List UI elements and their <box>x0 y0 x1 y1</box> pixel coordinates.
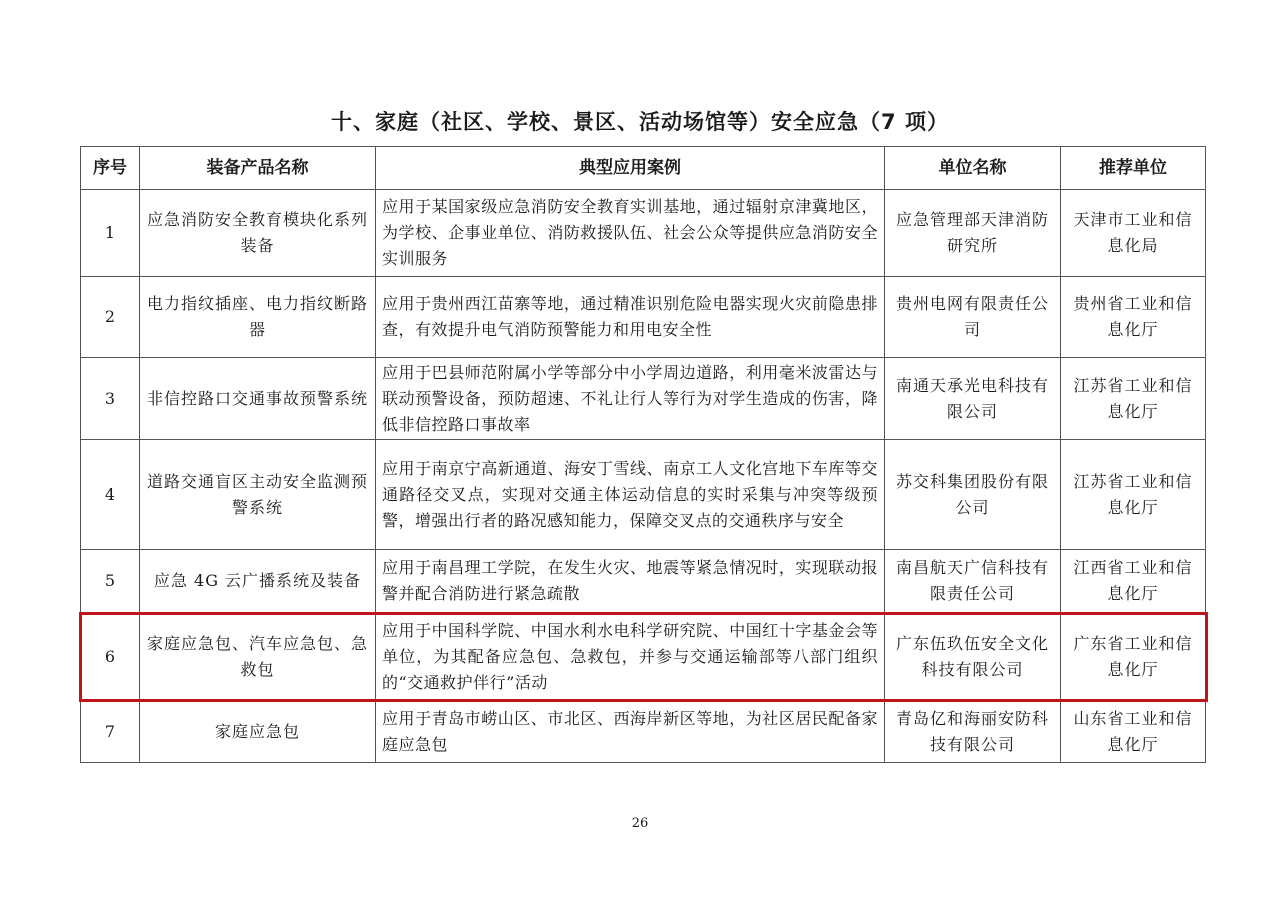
row-number: 6 <box>81 613 140 701</box>
unit-name: 南昌航天广信科技有限责任公司 <box>885 550 1061 613</box>
recommender: 山东省工业和信息化厅 <box>1061 701 1206 763</box>
product-name: 家庭应急包、汽车应急包、急救包 <box>140 613 376 701</box>
application-case: 应用于南京宁高新通道、海安丁雪线、南京工人文化宫地下车库等交通路径交叉点，实现对交通主体运动信息的实时采集与冲突等级预警，增强出行者的路况感知能力，保障交叉点的交通秩序与安全 <box>376 440 885 550</box>
table-row <box>81 550 1206 613</box>
row-number: 2 <box>81 277 140 358</box>
unit-name: 青岛亿和海丽安防科技有限公司 <box>885 701 1061 763</box>
recommender: 天津市工业和信息化局 <box>1061 190 1206 277</box>
application-case: 应用于中国科学院、中国水利水电科学研究院、中国红十字基金会等单位，为其配备应急包、急救包，并参与交通运输部等八部门组织的“交通救护伴行”活动 <box>376 613 885 701</box>
product-name: 电力指纹插座、电力指纹断路器 <box>140 277 376 358</box>
unit-name: 广东伍玖伍安全文化科技有限公司 <box>885 613 1061 701</box>
product-name: 非信控路口交通事故预警系统 <box>140 358 376 440</box>
product-name: 应急消防安全教育模块化系列装备 <box>140 190 376 277</box>
application-case: 应用于南昌理工学院，在发生火灾、地震等紧急情况时，实现联动报警并配合消防进行紧急疏散 <box>376 550 885 613</box>
row-number: 4 <box>81 440 140 550</box>
recommender: 江苏省工业和信息化厅 <box>1061 440 1206 550</box>
table-row <box>81 440 1206 550</box>
application-case: 应用于某国家级应急消防安全教育实训基地，通过辐射京津冀地区，为学校、企事业单位、消防救援队伍、社会公众等提供应急消防安全实训服务 <box>376 190 885 277</box>
row-number: 3 <box>81 358 140 440</box>
table-row <box>81 613 1206 701</box>
product-name: 家庭应急包 <box>140 701 376 763</box>
row-number: 1 <box>81 190 140 277</box>
header-product: 装备产品名称 <box>140 147 376 190</box>
unit-name: 贵州电网有限责任公司 <box>885 277 1061 358</box>
unit-name: 应急管理部天津消防研究所 <box>885 190 1061 277</box>
unit-name: 苏交科集团股份有限公司 <box>885 440 1061 550</box>
table-header-row <box>81 147 1206 190</box>
page-number: 26 <box>631 816 649 831</box>
application-case: 应用于贵州西江苗寨等地，通过精准识别危险电器实现火灾前隐患排查，有效提升电气消防预警能力和用电安全性 <box>376 277 885 358</box>
recommender: 江苏省工业和信息化厅 <box>1061 358 1206 440</box>
application-case: 应用于青岛市崂山区、市北区、西海岸新区等地，为社区居民配备家庭应急包 <box>376 701 885 763</box>
table-row <box>81 277 1206 358</box>
product-name: 应急 4G 云广播系统及装备 <box>140 550 376 613</box>
product-name: 道路交通盲区主动安全监测预警系统 <box>140 440 376 550</box>
application-case: 应用于巴县师范附属小学等部分中小学周边道路，利用毫米波雷达与联动预警设备，预防超速、不礼让行人等行为对学生造成的伤害，降低非信控路口事故率 <box>376 358 885 440</box>
recommender: 江西省工业和信息化厅 <box>1061 550 1206 613</box>
page-title: 十、家庭（社区、学校、景区、活动场馆等）安全应急（7 项） <box>331 110 949 134</box>
row-number: 7 <box>81 701 140 763</box>
recommender: 贵州省工业和信息化厅 <box>1061 277 1206 358</box>
equipment-table <box>80 146 1206 763</box>
table-row <box>81 701 1206 763</box>
header-unit: 单位名称 <box>885 147 1061 190</box>
header-case: 典型应用案例 <box>376 147 885 190</box>
unit-name: 南通天承光电科技有限公司 <box>885 358 1061 440</box>
table-row <box>81 190 1206 277</box>
recommender: 广东省工业和信息化厅 <box>1061 613 1206 701</box>
row-number: 5 <box>81 550 140 613</box>
header-recommender: 推荐单位 <box>1061 147 1206 190</box>
header-no: 序号 <box>81 147 140 190</box>
table-row <box>81 358 1206 440</box>
